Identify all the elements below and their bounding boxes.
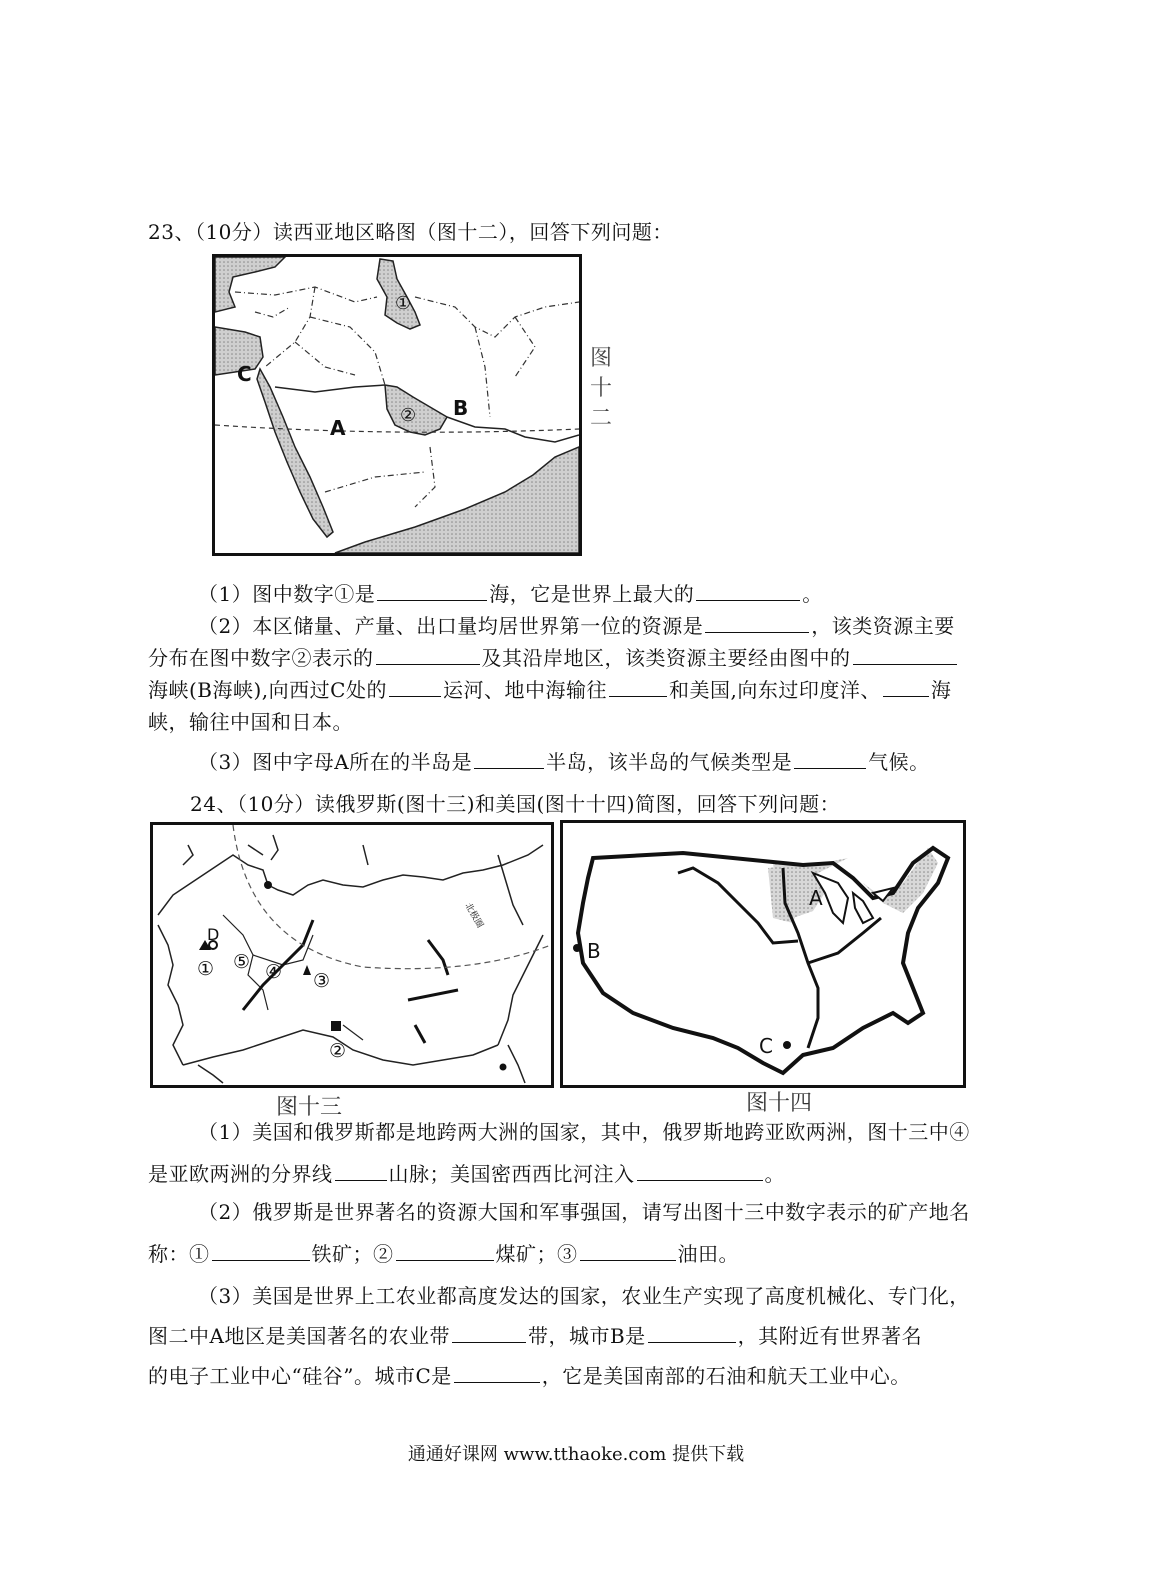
q24-sub1-line2: 是亚欧两洲的分界线 山脉；美国密西西比河注入 。	[148, 1162, 785, 1186]
figure-13-caption: 图十三	[276, 1095, 343, 1120]
answer-blank[interactable]	[454, 1362, 540, 1383]
russia-map-drawing	[153, 825, 551, 1085]
usa-label-A: A	[809, 886, 823, 910]
answer-blank[interactable]	[452, 1322, 526, 1343]
footer-source: 通通好课网 www.tthaoke.com 提供下载	[407, 1444, 745, 1465]
answer-blank[interactable]	[212, 1240, 310, 1261]
q23-heading: 23、（10分）读西亚地区略图（图十二），回答下列问题：	[148, 220, 673, 244]
answer-blank[interactable]	[377, 580, 487, 601]
q23-sub2-line3: 海峡(B海峡),向西过C处的 运河、地中海输往 和美国,向东过印度洋、 海	[148, 678, 952, 702]
q23-sub1: （1）图中数字①是 海，它是世界上最大的 。	[198, 582, 823, 606]
map-label-C: C	[237, 362, 252, 386]
red-sea	[257, 369, 333, 537]
q24-sub3-line1: （3）美国是世界上工农业都高度发达的国家，农业生产实现了高度机械化、专门化，	[198, 1284, 970, 1308]
q24-sub3-line2: 图二中A地区是美国著名的农业带 带，城市B是 ，其附近有世界著名	[148, 1324, 923, 1348]
answer-blank[interactable]	[637, 1160, 763, 1181]
q24-sub3-line3: 的电子工业中心“硅谷”。城市C是 ，它是美国南部的石油和航天工业中心。	[148, 1364, 911, 1388]
answer-blank[interactable]	[335, 1160, 387, 1181]
arctic-circle-label: 北极圈	[462, 901, 485, 930]
q23-sub2-line4: 峡，输往中国和日本。	[148, 710, 353, 734]
figure-14-caption: 图十四	[746, 1091, 813, 1116]
q23-sub3: （3）图中字母A所在的半岛是 半岛，该半岛的气候类型是 气候。	[198, 750, 930, 774]
answer-blank[interactable]	[609, 676, 667, 697]
q23-sub2-line1: （2）本区储量、产量、出口量均居世界第一位的资源是 ，该类资源主要	[198, 614, 955, 638]
answer-blank[interactable]	[580, 1240, 676, 1261]
russia-map	[150, 822, 554, 1088]
russia-label-5: ⑤	[233, 951, 251, 973]
west-asia-map	[212, 254, 582, 556]
answer-blank[interactable]	[376, 644, 480, 665]
answer-blank[interactable]	[705, 612, 809, 633]
west-asia-map-drawing	[215, 257, 579, 553]
map-label-A: A	[330, 416, 346, 440]
russia-label-D: D	[207, 925, 220, 944]
answer-blank[interactable]	[648, 1322, 736, 1343]
figure-12-caption: 图 十 二	[589, 346, 612, 431]
answer-blank[interactable]	[794, 748, 866, 769]
usa-map	[560, 820, 966, 1088]
answer-blank[interactable]	[696, 580, 800, 601]
russia-label-3: ③	[313, 970, 331, 992]
oil-symbol	[303, 965, 311, 975]
answer-blank[interactable]	[389, 676, 441, 697]
q24-sub2-line2: 称：① 铁矿；② 煤矿；③ 油田。	[148, 1242, 739, 1266]
q24-sub1-line1: （1）美国和俄罗斯都是地跨两大洲的国家，其中，俄罗斯地跨亚欧两洲，图十三中④	[198, 1120, 970, 1144]
answer-blank[interactable]	[853, 644, 957, 665]
answer-blank[interactable]	[883, 676, 929, 697]
usa-label-B: B	[587, 939, 601, 963]
coal-symbol	[331, 1021, 341, 1031]
usa-map-drawing	[563, 823, 963, 1085]
map-label-1: ①	[395, 293, 412, 314]
q23-sub2-line2: 分布在图中数字②表示的 及其沿岸地区，该类资源主要经由图中的	[148, 644, 959, 672]
q24-sub2-line1: （2）俄罗斯是世界著名的资源大国和军事强国，请写出图十三中数字表示的矿产地名	[198, 1200, 970, 1224]
map-label-B: B	[453, 396, 469, 420]
answer-blank[interactable]	[396, 1240, 494, 1261]
russia-label-4: ④	[265, 961, 283, 983]
map-label-2: ②	[400, 405, 417, 426]
russia-label-2: ②	[329, 1040, 347, 1062]
q24-heading: 24、（10分）读俄罗斯(图十三)和美国(图十十四)简图，回答下列问题：	[190, 792, 841, 816]
russia-label-1: ①	[197, 958, 215, 980]
usa-label-C: C	[759, 1034, 773, 1058]
answer-blank[interactable]	[474, 748, 544, 769]
